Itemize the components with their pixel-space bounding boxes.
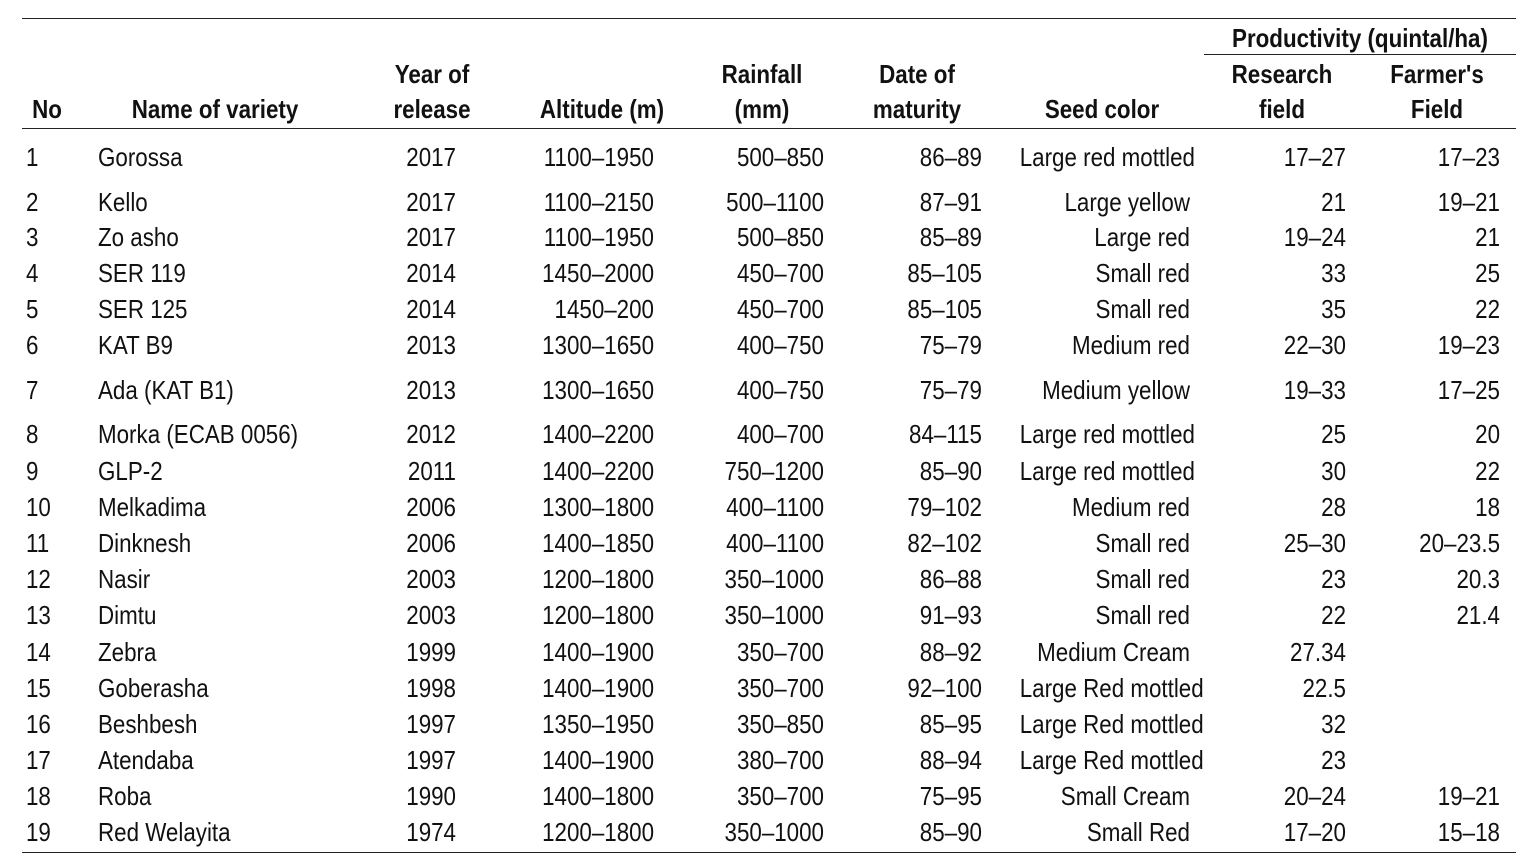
cell-maturity: 82–102: [907, 528, 982, 558]
cell-farmer-field: 20.3: [1456, 564, 1500, 594]
cell-rainfall: 750–1200: [724, 456, 824, 486]
cell-altitude: 1100–1950: [543, 142, 654, 172]
cell-research-field: 28: [1321, 492, 1346, 522]
header-seed-color: Seed color: [1044, 94, 1160, 124]
table-row: [22, 597, 1516, 633]
cell-maturity: 85–90: [919, 456, 982, 486]
cell-maturity: 75–95: [919, 781, 982, 811]
cell-variety-name: Ada (KAT B1): [98, 375, 234, 405]
cell-rainfall: 400–700: [736, 419, 824, 449]
cell-maturity: 85–90: [919, 817, 982, 847]
cell-maturity: 86–89: [919, 142, 982, 172]
cell-rainfall: 350–1000: [724, 600, 824, 630]
cell-seed-color: Medium Cream: [1037, 637, 1190, 667]
table-row: [22, 416, 1516, 452]
cell-year: 2013: [406, 375, 456, 405]
cell-variety-name: Zo asho: [98, 222, 179, 252]
cell-farmer-field: 17–23: [1437, 142, 1500, 172]
cell-year: 2017: [406, 187, 456, 217]
table-row: [22, 327, 1516, 363]
cell-research-field: 19–33: [1283, 375, 1346, 405]
cell-year: 2014: [406, 294, 456, 324]
cell-altitude: 1400–2200: [542, 419, 654, 449]
cell-no: 15: [26, 673, 51, 703]
cell-variety-name: Dimtu: [98, 600, 157, 630]
header-rainfall-line2: (mm): [734, 94, 790, 124]
table-row: [22, 706, 1516, 742]
cell-no: 5: [26, 294, 39, 324]
cell-maturity: 85–89: [919, 222, 982, 252]
cell-year: 1990: [406, 781, 456, 811]
table-row: [22, 634, 1516, 670]
cell-rainfall: 450–700: [736, 258, 824, 288]
cell-altitude: 1300–1650: [542, 375, 654, 405]
cell-research-field: 23: [1321, 564, 1346, 594]
cell-seed-color: Large red mottled: [1019, 456, 1195, 486]
cell-research-field: 19–24: [1283, 222, 1346, 252]
cell-altitude: 1200–1800: [542, 817, 654, 847]
cell-rainfall: 350–700: [736, 637, 824, 667]
cell-no: 3: [26, 222, 39, 252]
cell-research-field: 30: [1321, 456, 1346, 486]
cell-maturity: 86–88: [919, 564, 982, 594]
table-row: [22, 525, 1516, 561]
cell-variety-name: Dinknesh: [98, 528, 192, 558]
cell-year: 1997: [406, 709, 456, 739]
cell-seed-color: Large Red mottled: [1019, 673, 1204, 703]
cell-farmer-field: 21: [1475, 222, 1500, 252]
cell-maturity: 84–115: [909, 419, 982, 449]
cell-no: 19: [26, 817, 51, 847]
cell-rainfall: 350–1000: [724, 564, 824, 594]
table-row: [22, 219, 1516, 255]
header-bottom-rule: [22, 128, 1516, 129]
cell-rainfall: 500–850: [736, 142, 824, 172]
cell-maturity: 85–105: [907, 258, 982, 288]
table-top-rule: [22, 18, 1516, 19]
cell-research-field: 32: [1321, 709, 1346, 739]
cell-farmer-field: 20: [1475, 419, 1500, 449]
cell-year: 1997: [406, 745, 456, 775]
cell-year: 1974: [406, 817, 456, 847]
cell-no: 17: [26, 745, 51, 775]
cell-year: 2017: [406, 142, 456, 172]
header-research-line1: Research: [1231, 59, 1333, 89]
cell-research-field: 25: [1321, 419, 1346, 449]
cell-year: 2014: [406, 258, 456, 288]
cell-maturity: 88–92: [919, 637, 982, 667]
cell-altitude: 1450–200: [554, 294, 654, 324]
cell-variety-name: Beshbesh: [98, 709, 198, 739]
cell-variety-name: Red Welayita: [98, 817, 231, 847]
cell-altitude: 1450–2000: [542, 258, 654, 288]
header-year-line1: Year of: [394, 59, 470, 89]
header-maturity-line2: maturity: [872, 94, 962, 124]
cell-farmer-field: 18: [1475, 492, 1500, 522]
cell-rainfall: 500–850: [736, 222, 824, 252]
cell-variety-name: Gorossa: [98, 142, 183, 172]
cell-no: 7: [26, 375, 39, 405]
cell-maturity: 92–100: [907, 673, 982, 703]
cell-variety-name: Morka (ECAB 0056): [98, 419, 299, 449]
cell-research-field: 17–27: [1283, 142, 1346, 172]
cell-rainfall: 400–1100: [726, 528, 824, 558]
cell-rainfall: 350–1000: [724, 817, 824, 847]
cell-seed-color: Large yellow: [1064, 187, 1190, 217]
cell-seed-color: Large Red mottled: [1019, 709, 1204, 739]
cell-research-field: 20–24: [1283, 781, 1346, 811]
cell-seed-color: Large red mottled: [1019, 419, 1195, 449]
cell-year: 2003: [406, 564, 456, 594]
cell-no: 9: [26, 456, 39, 486]
cell-altitude: 1300–1800: [542, 492, 654, 522]
cell-variety-name: Zebra: [98, 637, 157, 667]
cell-seed-color: Large red mottled: [1019, 142, 1195, 172]
cell-variety-name: Goberasha: [98, 673, 209, 703]
cell-farmer-field: 15–18: [1437, 817, 1500, 847]
cell-year: 2017: [406, 222, 456, 252]
table-row: [22, 255, 1516, 291]
cell-variety-name: Kello: [98, 187, 148, 217]
cell-farmer-field: 22: [1475, 294, 1500, 324]
cell-research-field: 27.34: [1290, 637, 1346, 667]
table-row: [22, 139, 1516, 175]
header-year-line2: release: [393, 94, 471, 124]
cell-rainfall: 400–750: [736, 330, 824, 360]
cell-altitude: 1100–1950: [543, 222, 654, 252]
cell-no: 6: [26, 330, 39, 360]
cell-rainfall: 450–700: [736, 294, 824, 324]
cell-altitude: 1350–1950: [542, 709, 654, 739]
cell-farmer-field: 25: [1475, 258, 1500, 288]
cell-research-field: 22–30: [1283, 330, 1346, 360]
cell-year: 2006: [406, 492, 456, 522]
cell-seed-color: Small red: [1095, 294, 1190, 324]
cell-seed-color: Medium yellow: [1042, 375, 1190, 405]
cell-seed-color: Small red: [1095, 528, 1190, 558]
table-row: [22, 670, 1516, 706]
cell-no: 18: [26, 781, 51, 811]
cell-variety-name: SER 125: [98, 294, 188, 324]
cell-no: 11: [26, 528, 50, 558]
cell-year: 1999: [406, 637, 456, 667]
cell-seed-color: Large Red mottled: [1019, 745, 1204, 775]
table-row: [22, 561, 1516, 597]
cell-no: 1: [26, 142, 39, 172]
cell-maturity: 75–79: [919, 330, 982, 360]
header-rainfall-line1: Rainfall: [721, 59, 803, 89]
cell-rainfall: 350–700: [736, 673, 824, 703]
cell-research-field: 22: [1321, 600, 1346, 630]
cell-variety-name: Nasir: [98, 564, 151, 594]
cell-altitude: 1400–2200: [542, 456, 654, 486]
cell-no: 4: [26, 258, 39, 288]
header-farmer-line2: Field: [1410, 94, 1464, 124]
cell-altitude: 1400–1900: [542, 673, 654, 703]
cell-maturity: 88–94: [919, 745, 982, 775]
table-row: [22, 291, 1516, 327]
table-row: [22, 489, 1516, 525]
cell-farmer-field: 19–21: [1437, 187, 1500, 217]
cell-altitude: 1400–1900: [542, 637, 654, 667]
table-bottom-rule: [22, 852, 1516, 853]
header-no: No: [32, 94, 62, 124]
cell-no: 16: [26, 709, 51, 739]
cell-farmer-field: 17–25: [1437, 375, 1500, 405]
header-name: Name of variety: [131, 94, 299, 124]
cell-research-field: 23: [1321, 745, 1346, 775]
cell-no: 8: [26, 419, 39, 449]
header-research-line2: field: [1259, 94, 1305, 124]
header-productivity: Productivity (quintal/ha): [1232, 23, 1488, 53]
cell-year: 2006: [406, 528, 456, 558]
cell-no: 14: [26, 637, 51, 667]
cell-farmer-field: 20–23.5: [1419, 528, 1500, 558]
cell-seed-color: Small red: [1095, 564, 1190, 594]
cell-research-field: 22.5: [1302, 673, 1346, 703]
table-row: [22, 814, 1516, 850]
cell-maturity: 85–95: [919, 709, 982, 739]
cell-research-field: 17–20: [1283, 817, 1346, 847]
table-row: [22, 372, 1516, 408]
cell-maturity: 85–105: [907, 294, 982, 324]
cell-no: 10: [26, 492, 51, 522]
cell-seed-color: Small Red: [1086, 817, 1190, 847]
cell-maturity: 79–102: [907, 492, 982, 522]
cell-year: 2003: [406, 600, 456, 630]
cell-seed-color: Medium red: [1071, 492, 1190, 522]
cell-maturity: 87–91: [919, 187, 982, 217]
cell-research-field: 33: [1321, 258, 1346, 288]
table-row: [22, 184, 1516, 220]
cell-variety-name: SER 119: [98, 258, 186, 288]
cell-variety-name: Roba: [98, 781, 152, 811]
cell-maturity: 75–79: [919, 375, 982, 405]
cell-seed-color: Small red: [1095, 258, 1190, 288]
table-row: [22, 742, 1516, 778]
cell-seed-color: Small red: [1095, 600, 1190, 630]
cell-altitude: 1300–1650: [542, 330, 654, 360]
cell-seed-color: Small Cream: [1060, 781, 1190, 811]
cell-no: 2: [26, 187, 39, 217]
cell-farmer-field: 19–23: [1437, 330, 1500, 360]
cell-year: 2013: [406, 330, 456, 360]
cell-farmer-field: 19–21: [1437, 781, 1500, 811]
cell-rainfall: 400–1100: [726, 492, 824, 522]
header-altitude: Altitude (m): [539, 94, 665, 124]
cell-variety-name: GLP-2: [98, 456, 163, 486]
header-maturity-line1: Date of: [879, 59, 955, 89]
cell-seed-color: Medium red: [1071, 330, 1190, 360]
cell-altitude: 1400–1800: [542, 781, 654, 811]
table-row: [22, 778, 1516, 814]
cell-research-field: 21: [1321, 187, 1346, 217]
cell-variety-name: KAT B9: [98, 330, 173, 360]
cell-farmer-field: 22: [1475, 456, 1500, 486]
cell-farmer-field: 21.4: [1456, 600, 1500, 630]
header-farmer-line1: Farmer's: [1390, 59, 1484, 89]
cell-altitude: 1400–1900: [542, 745, 654, 775]
cell-rainfall: 350–700: [736, 781, 824, 811]
cell-year: 1998: [406, 673, 456, 703]
cell-variety-name: Melkadima: [98, 492, 207, 522]
cell-rainfall: 380–700: [736, 745, 824, 775]
cell-altitude: 1100–2150: [543, 187, 654, 217]
cell-altitude: 1200–1800: [542, 600, 654, 630]
cell-no: 12: [26, 564, 51, 594]
cell-seed-color: Large red: [1094, 222, 1190, 252]
table-row: [22, 453, 1516, 489]
cell-year: 2011: [407, 456, 456, 486]
cell-altitude: 1400–1850: [542, 528, 654, 558]
cell-variety-name: Atendaba: [98, 745, 194, 775]
cell-research-field: 25–30: [1283, 528, 1346, 558]
cell-rainfall: 400–750: [736, 375, 824, 405]
cell-rainfall: 500–1100: [726, 187, 824, 217]
cell-maturity: 91–93: [919, 600, 982, 630]
cell-research-field: 35: [1321, 294, 1346, 324]
cell-altitude: 1200–1800: [542, 564, 654, 594]
cell-rainfall: 350–850: [736, 709, 824, 739]
cell-no: 13: [26, 600, 51, 630]
cell-year: 2012: [406, 419, 456, 449]
